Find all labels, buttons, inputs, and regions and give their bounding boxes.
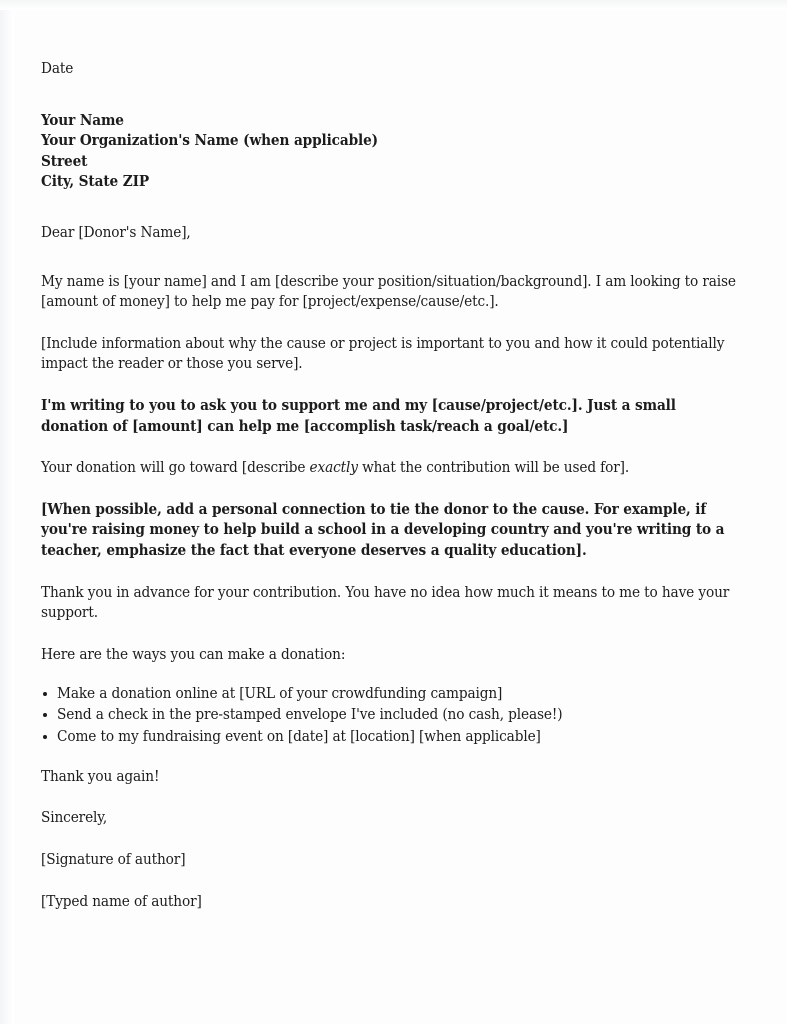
list-item — [41, 726, 743, 747]
donation-list-intro: Here are the ways you can make a donation: — [41, 644, 346, 663]
use-of-funds-after-italic: what the contribution will be used for]. — [357, 458, 630, 477]
paragraph-personal-connection: [When possible, add a personal connection to tie the donor to the cause. For example, if you're raising money to help build a school in a developing country and you're writing to a teacher, emphasize the fact that everyone deserves a quality education]. — [41, 499, 725, 559]
use-of-funds-before-italic: Your donation will go toward [describe — [41, 458, 310, 477]
paragraph-ask: I'm writing to you to ask you to support me and my [cause/project/etc.]. Just a small donation of [amount] can help me [accomplish task/reach a goal/etc.] — [41, 395, 676, 435]
typed-name-placeholder: [Typed name of author] — [41, 891, 202, 910]
date-placeholder: Date — [41, 59, 74, 77]
scan-edge-top — [0, 0, 787, 10]
sender-address-block — [41, 110, 743, 192]
spacer-9 — [41, 870, 743, 891]
list-item — [41, 683, 743, 704]
spacer-8 — [41, 828, 743, 849]
bullet-dot-icon — [43, 735, 47, 739]
spacer-2 — [41, 374, 743, 395]
donation-method-online: Make a donation online at [URL of your crowdfunding campaign] — [57, 684, 503, 703]
spacer-4 — [41, 478, 743, 499]
paragraph-thanks: Thank you in advance for your contribution. You have no idea how much it means to me to have your support. — [41, 582, 730, 622]
signature-placeholder: [Signature of author] — [41, 850, 186, 869]
donation-method-check: Send a check in the pre-stamped envelope I've included (no cash, please!) — [57, 705, 563, 724]
spacer-7 — [41, 786, 743, 807]
spacer-before-list — [41, 664, 743, 683]
paragraph-use-of-funds — [41, 457, 743, 478]
use-of-funds-emphasis: exactly — [309, 458, 358, 477]
sender-organization: Your Organization's Name (when applicable) — [41, 131, 379, 150]
list-item — [41, 704, 743, 725]
spacer-3 — [41, 436, 743, 457]
donation-methods-list — [41, 683, 743, 747]
thanks-again: Thank you again! — [41, 766, 160, 785]
bullet-dot-icon — [43, 713, 47, 717]
bullet-dot-icon — [43, 692, 47, 696]
spacer-5 — [41, 561, 743, 582]
spacer-6 — [41, 623, 743, 644]
spacer-after-address — [41, 192, 743, 222]
salutation: Dear [Donor's Name], — [41, 222, 191, 241]
scan-edge-left — [0, 0, 14, 1024]
donation-method-event: Come to my fundraising event on [date] at [location] [when applicable] — [57, 726, 541, 745]
letter-body — [41, 58, 743, 911]
sender-street: Street — [41, 151, 88, 170]
spacer-1 — [41, 312, 743, 333]
paragraph-cause-info: [Include information about why the cause or project is important to you and how it could potentially impact the reader or those you serve]. — [41, 333, 725, 373]
sign-off: Sincerely, — [41, 808, 108, 827]
sender-name: Your Name — [41, 110, 124, 129]
sender-city-state-zip: City, State ZIP — [41, 172, 150, 191]
spacer-after-salutation — [41, 243, 743, 271]
paragraph-intro: My name is [your name] and I am [describe your position/situation/background]. I am looking to raise [amount of money] to help me pay for [project/expense/cause/etc.]. — [41, 271, 736, 311]
spacer-after-date — [41, 79, 743, 110]
spacer-after-list — [41, 747, 743, 766]
